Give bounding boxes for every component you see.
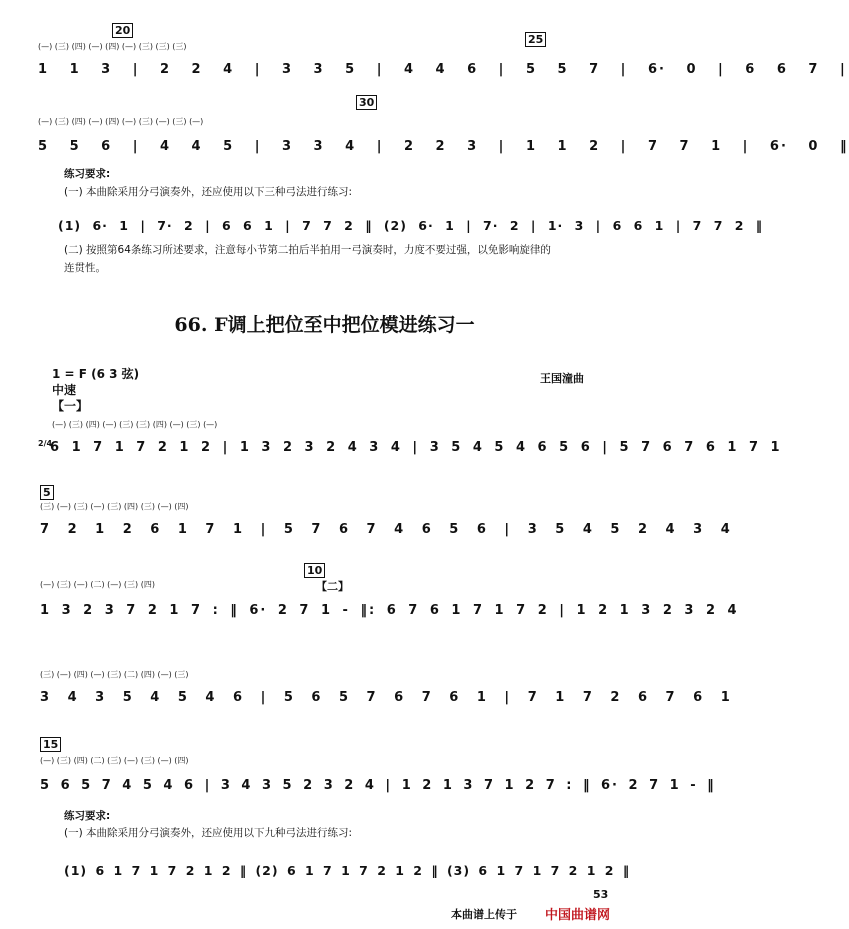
notation-row: 7 2 1 2 6 1 7 1 | 5 7 6 7 4 6 5 6 | 3 5 4 5 2 4 3 4 [40, 522, 732, 537]
fingering-row: (—) (三) (四) (—) (四) (—) (三) (—) (三) (—) [38, 117, 204, 126]
notation-row: 6 1 7 1 7 2 1 2 | 1 3 2 3 2 4 3 4 | 3 5 4 5 4 6 5 6 | 5 7 6 7 6 1 7 1 [50, 440, 782, 455]
bowing-pattern: (1) 6· 1 | 7· 2 | 6 6 1 | 7 7 2 ‖ (2) 6· 1 | 7· 2 | 1· 3 | 6 6 1 | 7 7 2 ‖ [58, 218, 764, 233]
notation-row: 3 4 3 5 4 5 4 6 | 5 6 5 7 6 7 6 1 | 7 1 7 2 6 7 6 1 [40, 690, 732, 705]
upload-note: 本曲谱上传于 [451, 908, 517, 921]
fingering-row: (—) (三) (四) (—) (三) (三) (四) (—) (三) (—) [52, 420, 218, 429]
fingering-row: (—) (三) (四) (—) (四) (—) (三) (三) (三) [38, 42, 187, 51]
notation-row: 5 5 6 | 4 4 5 | 3 3 4 | 2 2 3 | 1 1 2 | 7 7 1 | 6· 0 ‖ [38, 139, 849, 154]
measure-mark: 15 [40, 737, 61, 752]
page-number: 53 [593, 888, 609, 901]
time-signature: 2/4 [38, 439, 53, 448]
measure-mark: 10 [304, 563, 325, 578]
key-signature: 1 = F (6 3 弦) [52, 367, 140, 381]
measure-mark: 30 [356, 95, 377, 110]
requirement-text: 连贯性。 [64, 262, 106, 274]
measure-mark: 5 [40, 485, 54, 500]
tempo: 中速 [52, 383, 77, 397]
fingering-row: (三) (—) (三) (—) (三) (四) (三) (—) (四) [40, 502, 189, 511]
fingering-row: (—) (三) (四) (二) (三) (—) (三) (—) (四) [40, 756, 189, 765]
fingering-row: (三) (—) (四) (—) (三) (二) (四) (—) (三) [40, 670, 189, 679]
requirement-text: (一) 本曲除采用分弓演奏外，还应使用以下三种弓法进行练习: [64, 186, 353, 198]
section-mark: 【一】 [52, 399, 89, 413]
notation-row: 1 1 3 | 2 2 4 | 3 3 5 | 4 4 6 | 5 5 7 | 6· 0 | 6 6 7 | [38, 62, 847, 77]
site-name: 中国曲谱网 [545, 908, 611, 923]
requirement-text: (二) 按照第64条练习所述要求，注意每小节第二拍后半拍用一弓演奏时，力度不要过强，以免影响旋律的 [64, 244, 551, 256]
section-mark: 【二】 [316, 580, 349, 593]
measure-mark: 20 [112, 23, 133, 38]
fingering-row: (—) (三) (—) (二) (—) (三) (四) [40, 580, 155, 589]
site-logo [545, 904, 610, 923]
composer: 王国潼曲 [540, 372, 584, 385]
requirements-heading: 练习要求: [64, 168, 111, 180]
notation-row: 1 3 2 3 7 2 1 7 : ‖ 6· 2 7 1 - ‖: 6 7 6 1 7 1 7 2 | 1 2 1 3 2 3 2 4 [40, 603, 739, 618]
bowing-pattern: (1) 6 1 7 1 7 2 1 2 ‖ (2) 6 1 7 1 7 2 1 2 ‖ (3) 6 1 7 1 7 2 1 2 ‖ [64, 863, 631, 878]
requirements-heading: 练习要求: [64, 810, 111, 822]
notation-row: 5 6 5 7 4 5 4 6 | 3 4 3 5 2 3 2 4 | 1 2 1 3 7 1 2 7 : ‖ 6· 2 7 1 - ‖ [40, 778, 716, 793]
measure-mark: 25 [525, 32, 546, 47]
requirement-text: (一) 本曲除采用分弓演奏外，还应使用以下九种弓法进行练习: [64, 827, 353, 839]
piece-title: 66. F调上把位至中把位模进练习一 [174, 314, 475, 336]
